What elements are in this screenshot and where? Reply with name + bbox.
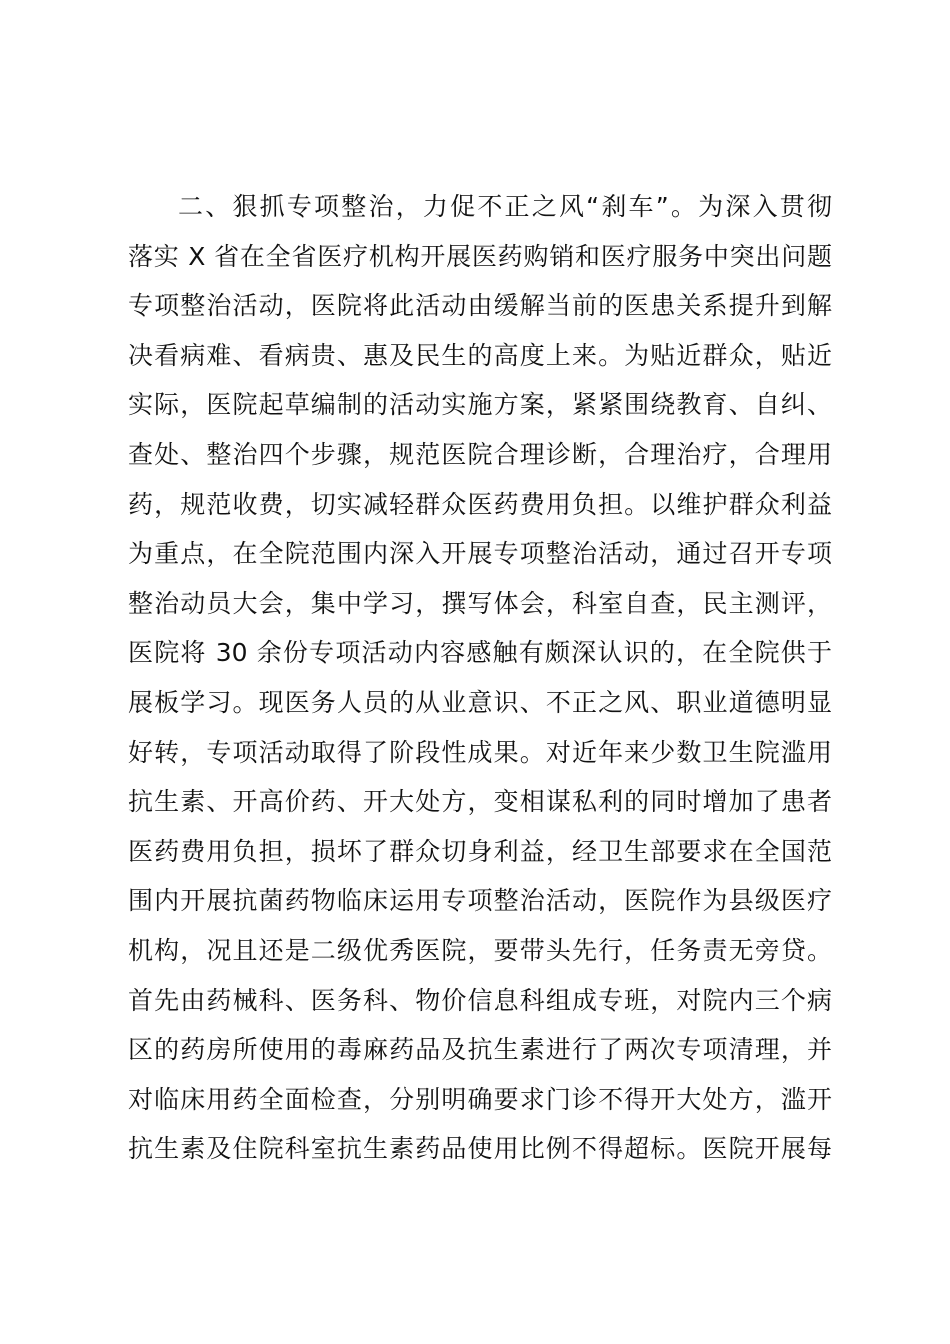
text-line-9: 整治动员大会，集中学习，撰写体会，科室自查，民主测评，: [128, 588, 832, 618]
text-line-18: 区的药房所使用的毒麻药品及抗生素进行了两次专项清理，并: [128, 1035, 832, 1065]
text-line-3: 专项整治活动，医院将此活动由缓解当前的医患关系提升到解: [128, 291, 832, 321]
text-line-20: 抗生素及住院科室抗生素药品使用比例不得超标。医院开展每: [128, 1134, 832, 1164]
body-paragraph: [128, 182, 832, 1174]
text-line-7: 药，规范收费，切实减轻群众医药费用负担。以维护群众利益: [128, 489, 832, 519]
text-line-16: 机构，况且还是二级优秀医院，要带头先行，任务责无旁贷。: [128, 935, 832, 965]
text-line-15: 围内开展抗菌药物临床运用专项整治活动，医院作为县级医疗: [128, 886, 832, 916]
text-line-19: 对临床用药全面检查，分别明确要求门诊不得开大处方，滥开: [128, 1084, 832, 1114]
text-line-2: 落实 X 省在全省医疗机构开展医药购销和医疗服务中突出问题: [128, 241, 832, 271]
text-line-1: 二、狠抓专项整治，力促不正之风“刹车”。为深入贯彻: [178, 192, 832, 221]
text-line-5: 实际，医院起草编制的活动实施方案，紧紧围绕教育、自纠、: [128, 390, 832, 420]
text-line-14: 医药费用负担，损坏了群众切身利益，经卫生部要求在全国范: [128, 836, 832, 866]
text-line-17: 首先由药械科、医务科、物价信息科组成专班，对院内三个病: [128, 985, 832, 1015]
text-line-4: 决看病难、看病贵、惠及民生的高度上来。为贴近群众，贴近: [128, 340, 832, 370]
text-line-10: 医院将 30 余份专项活动内容感触有颇深认识的，在全院供于: [128, 638, 832, 668]
text-line-6: 查处、整治四个步骤，规范医院合理诊断，合理治疗，合理用: [128, 439, 832, 469]
text-line-12: 好转，专项活动取得了阶段性成果。对近年来少数卫生院滥用: [128, 737, 832, 767]
text-line-13: 抗生素、开高价药、开大处方，变相谋私利的同时增加了患者: [128, 787, 832, 817]
text-line-11: 展板学习。现医务人员的从业意识、不正之风、职业道德明显: [128, 687, 832, 717]
text-line-8: 为重点，在全院范围内深入开展专项整治活动，通过召开专项: [128, 539, 832, 569]
